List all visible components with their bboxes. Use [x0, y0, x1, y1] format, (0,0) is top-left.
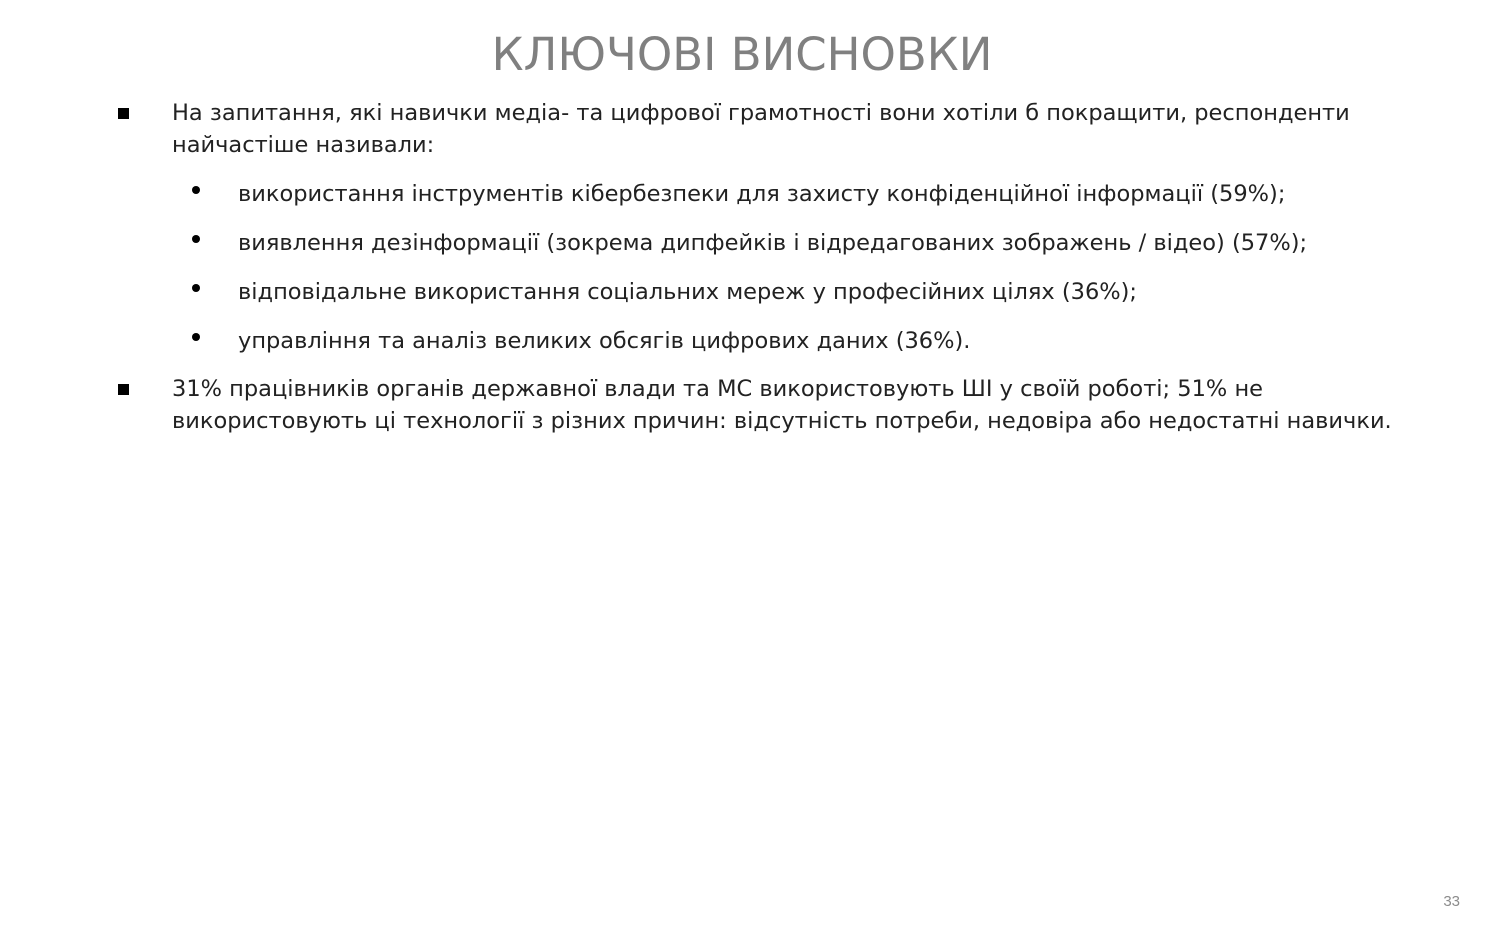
bullet-text-2: 31% працівників органів державної влади та МС використовують ШІ у своїй роботі; 51% не використовують ці технології з різних причин: відсутність потреби, недовіра або недостатні навички.	[172, 376, 1392, 434]
slide-title: КЛЮЧОВІ ВИСНОВКИ	[491, 28, 993, 81]
sub-item-text: виявлення дезінформації (зокрема дипфейків і відредагованих зображень / відео) (57%);	[238, 230, 1308, 256]
sub-item-text: управління та аналіз великих обсягів цифрових даних (36%).	[238, 328, 971, 354]
round-bullet-icon	[192, 333, 200, 341]
round-bullet-icon	[192, 235, 200, 243]
round-bullet-icon	[192, 284, 200, 292]
sub-item-text: використання інструментів кібербезпеки для захисту конфіденційної інформації (59%);	[238, 181, 1286, 207]
square-bullet-icon	[118, 108, 129, 119]
sub-item-text: відповідальне використання соціальних мереж у професійних цілях (36%);	[238, 279, 1138, 305]
square-bullet-icon	[118, 384, 129, 395]
round-bullet-icon	[192, 186, 200, 194]
bullet-text-1: На запитання, які навички медіа- та цифрової грамотності вони хотіли б покращити, респонденти найчастіше називали:	[172, 100, 1350, 158]
page-number: 33	[1443, 893, 1460, 910]
